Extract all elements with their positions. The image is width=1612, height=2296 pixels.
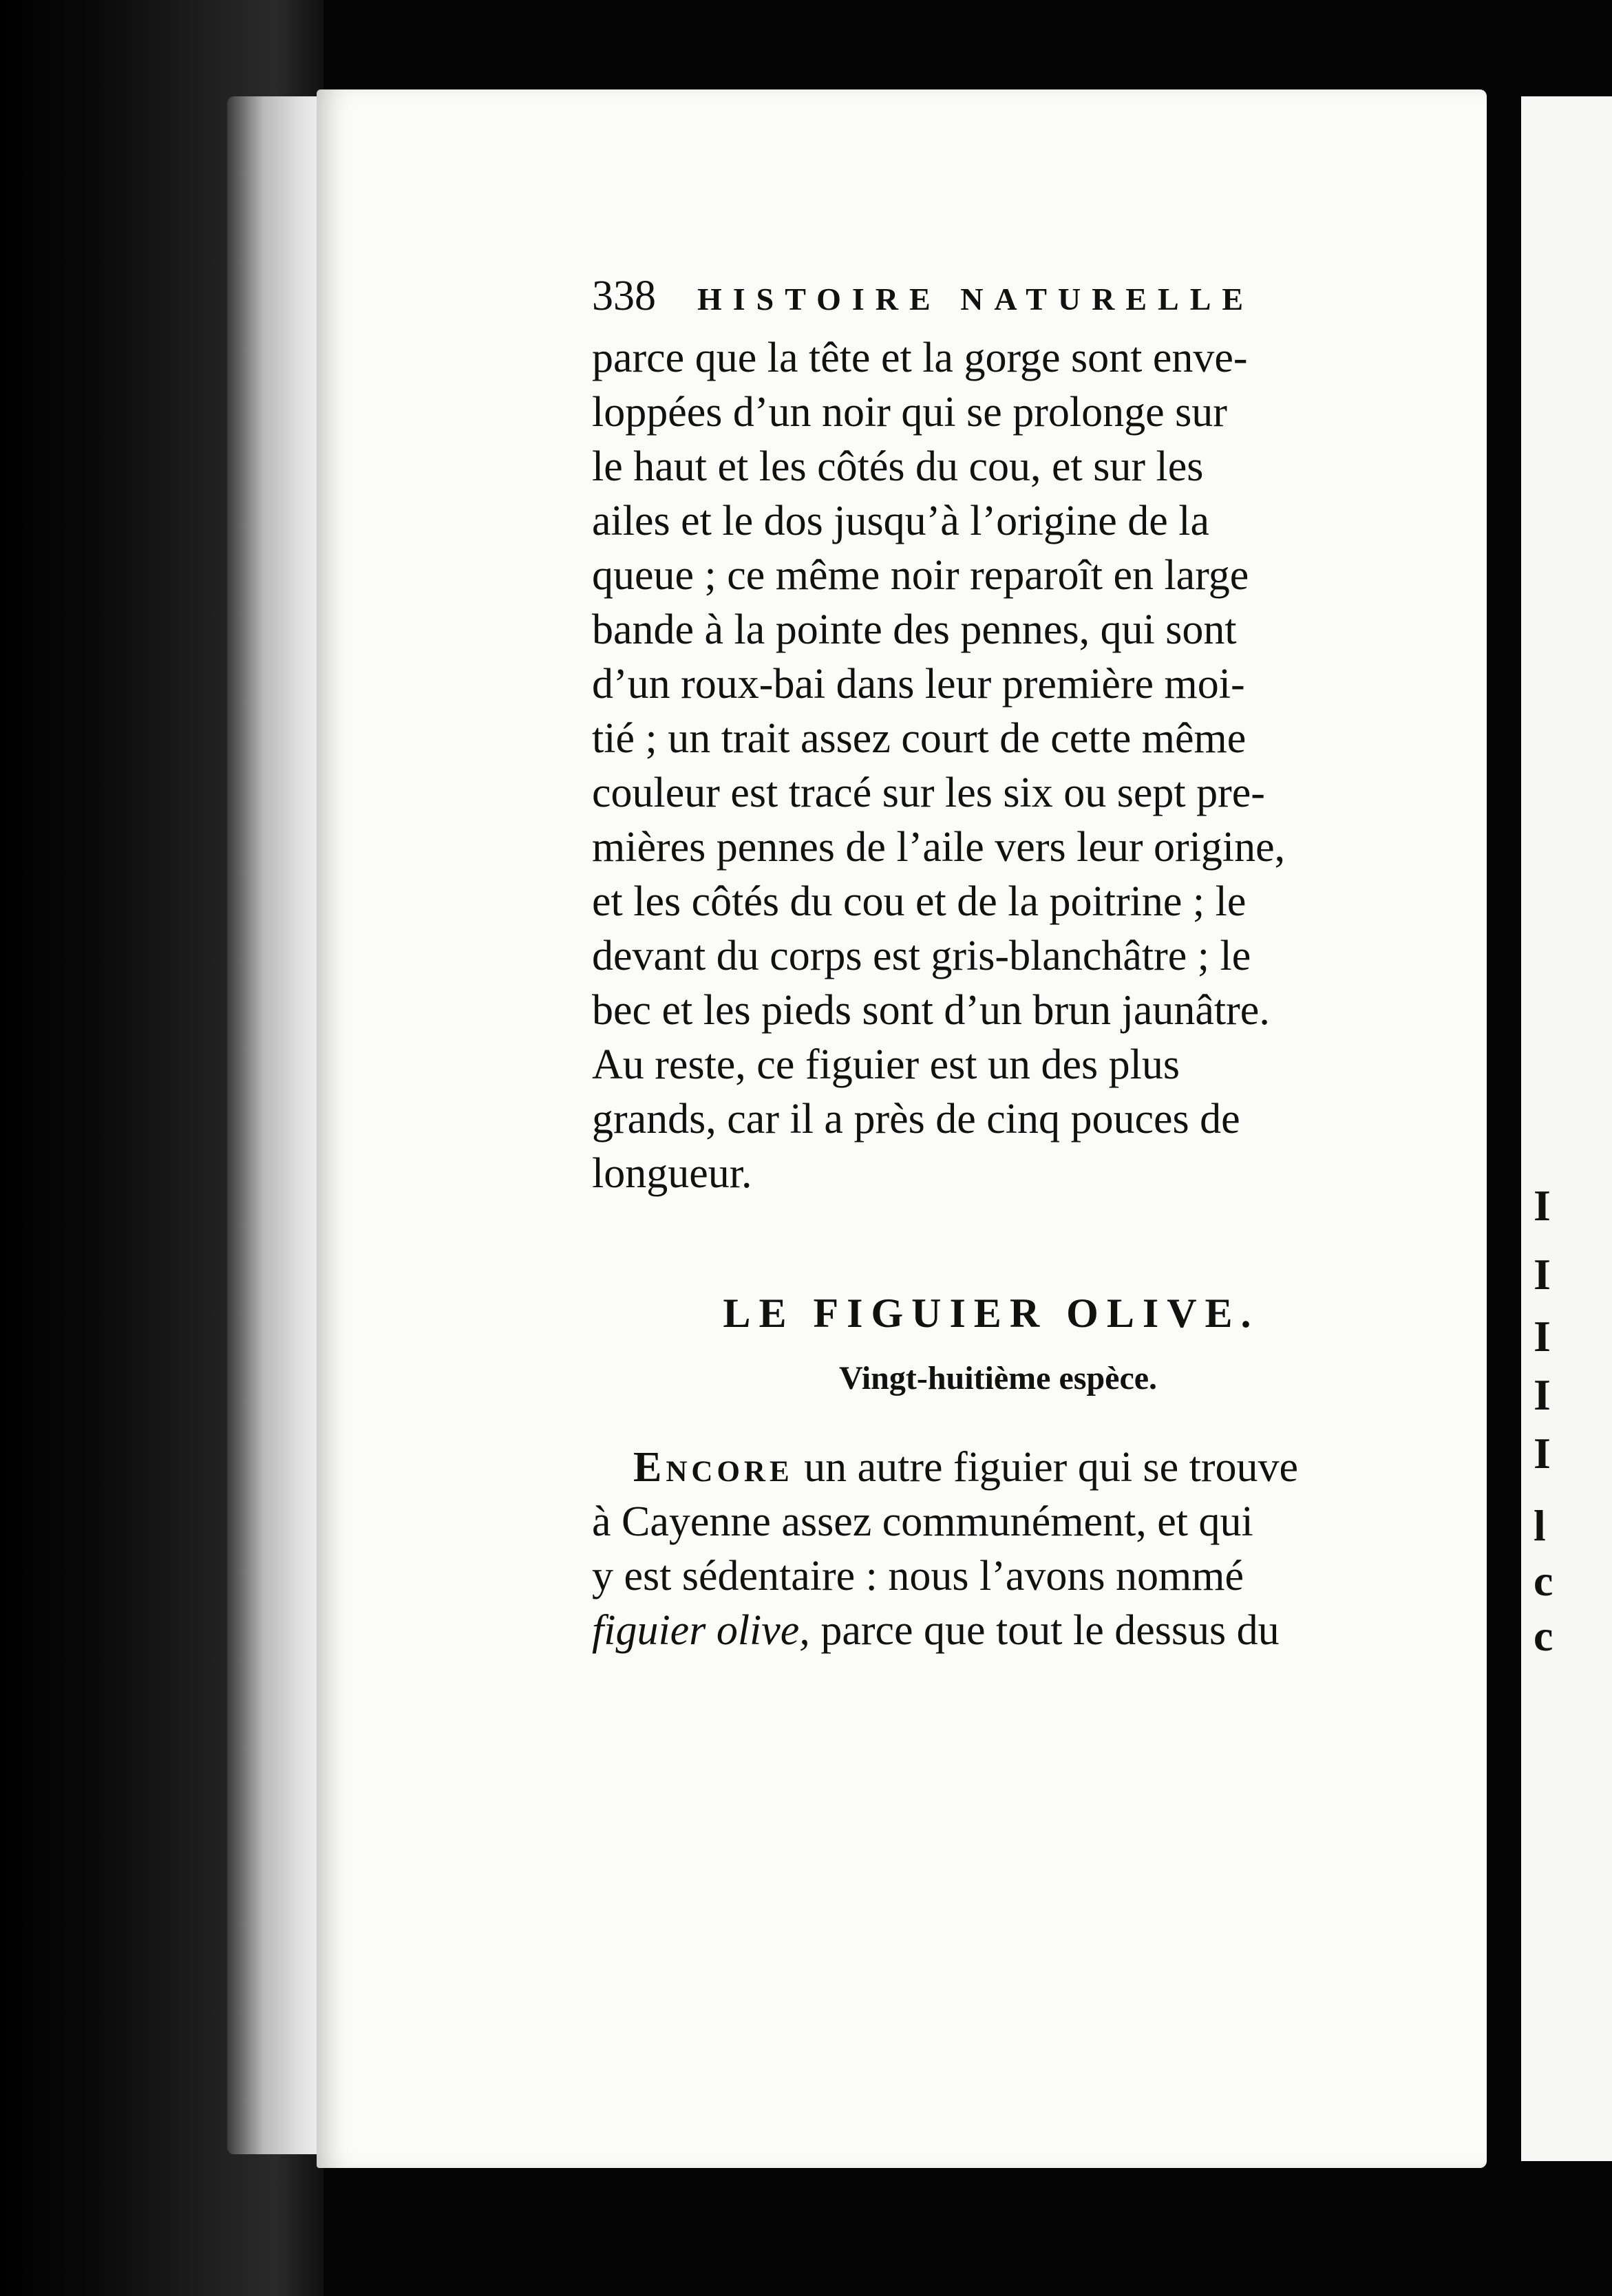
text-line: y est sédentaire : nous l’avons nommé: [592, 1553, 1244, 1599]
text-line: le haut et les côtés du cou, et sur les: [592, 443, 1204, 490]
text-line: longueur.: [592, 1150, 752, 1197]
text-line: [592, 1604, 1404, 1658]
page-edges: [227, 96, 330, 2154]
text-line: devant du corps est gris-blanchâtre ; le: [592, 933, 1251, 979]
facing-page-letter: I: [1534, 1250, 1551, 1299]
facing-page-letter: I: [1534, 1181, 1551, 1230]
text-line: bande à la pointe des pennes, qui sont: [592, 606, 1237, 653]
text-line: et les côtés du cou et de la poitrine ; le: [592, 878, 1247, 925]
paragraph-new: [592, 1441, 1404, 1658]
text-line: bec et les pieds sont d’un brun jaunâtre.: [592, 987, 1270, 1034]
text-line: [592, 1441, 1404, 1495]
page-number: 338: [592, 273, 656, 319]
facing-page-letter: I: [1534, 1429, 1551, 1478]
text-line: loppées d’un noir qui se prolonge sur: [592, 389, 1227, 436]
facing-page-letter: I: [1534, 1370, 1551, 1419]
facing-page-letter: l: [1534, 1501, 1546, 1550]
text-line: mières pennes de l’aile vers leur origine,: [592, 824, 1286, 871]
running-title: HISTOIRE NATURELLE: [697, 281, 1255, 317]
facing-page-letter: c: [1534, 1611, 1553, 1660]
text-line: Au reste, ce figuier est un des plus: [592, 1041, 1180, 1088]
dropcap-word: Encore: [633, 1444, 794, 1491]
paragraph-continued: [592, 331, 1404, 1201]
text-line: grands, car il a près de cinq pouces de: [592, 1096, 1240, 1142]
section-title: LE FIGUIER OLIVE.: [723, 1290, 1260, 1336]
italic-term: figuier olive,: [592, 1607, 810, 1654]
page-content: [592, 272, 1404, 1658]
section-subtitle: Vingt-huitième espèce.: [838, 1360, 1158, 1396]
facing-page-letter: I: [1534, 1312, 1551, 1361]
text-run: parce que tout le dessus du: [809, 1607, 1280, 1654]
running-header: [592, 272, 1404, 331]
text-line: parce que la tête et la gorge sont enve-: [592, 334, 1248, 381]
facing-page-edge: [1521, 96, 1612, 2161]
text-line: queue ; ce même noir reparoît en large: [592, 552, 1249, 599]
text-line: tié ; un trait assez court de cette même: [592, 715, 1247, 762]
text-line: ailes et le dos jusqu’à l’origine de la: [592, 498, 1210, 544]
text-line: couleur est tracé sur les six ou sept pre-: [592, 769, 1265, 816]
text-line: à Cayenne assez communément, et qui: [592, 1498, 1253, 1545]
text-run: un autre figuier qui se trouve: [793, 1444, 1299, 1491]
text-line: d’un roux-bai dans leur première moi-: [592, 661, 1245, 708]
facing-page-letter: c: [1534, 1556, 1553, 1605]
